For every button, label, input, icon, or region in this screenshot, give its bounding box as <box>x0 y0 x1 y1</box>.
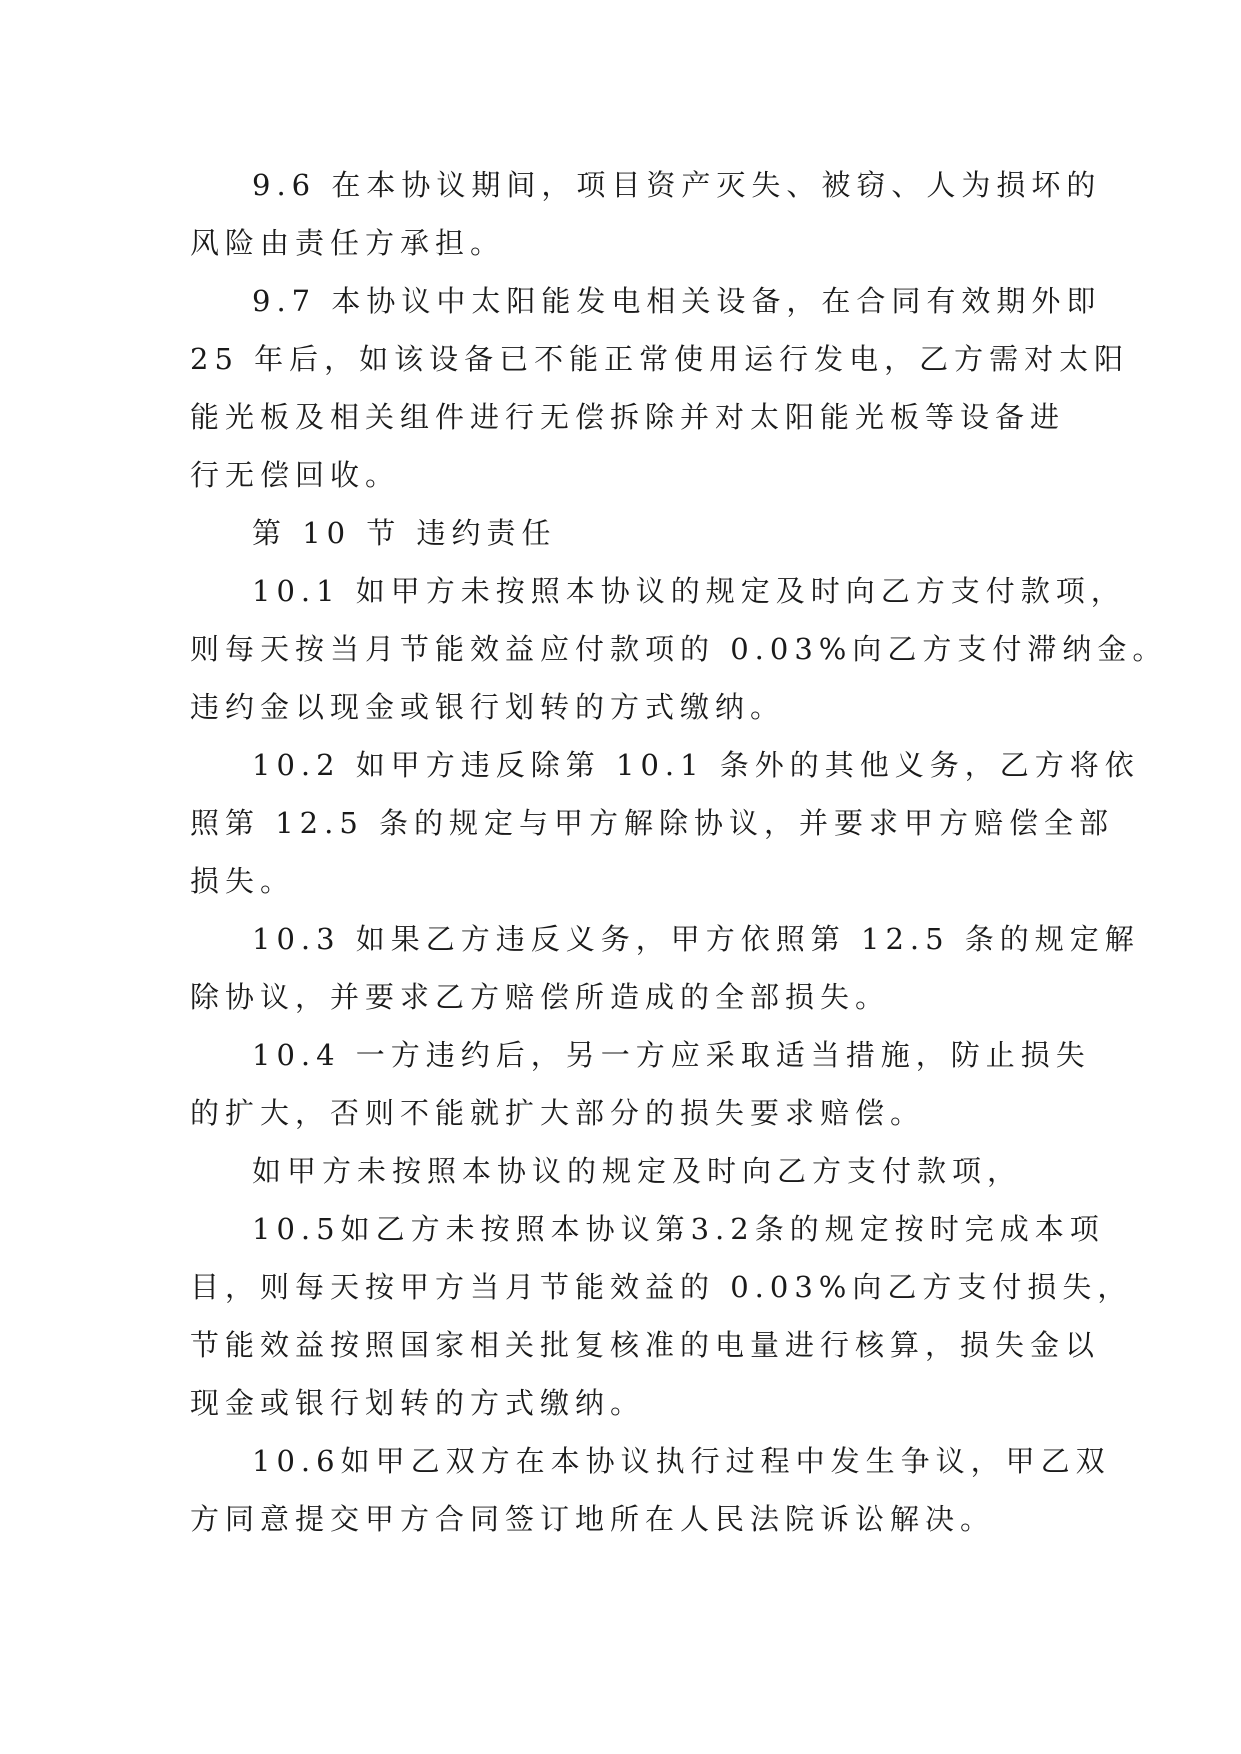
section-heading: 第 10 节 违约责任 <box>252 516 557 550</box>
text-line: 除协议，并要求乙方赔偿所造成的全部损失。 <box>190 980 891 1014</box>
text-line: 照第 12.5 条的规定与甲方解除协议，并要求甲方赔偿全部 <box>190 806 1115 840</box>
text-line: 25 年后，如该设备已不能正常使用运行发电，乙方需对太阳 <box>190 342 1130 376</box>
document-page <box>190 156 1168 1548</box>
text-line: 现金或银行划转的方式缴纳。 <box>190 1386 646 1420</box>
text-line: 则每天按当月节能效益应付款项的 0.03%向乙方支付滞纳金。 <box>190 632 1168 666</box>
text-line: 10.3 如果乙方违反义务，甲方依照第 12.5 条的规定解 <box>252 922 1140 956</box>
text-line: 行无偿回收。 <box>190 458 401 492</box>
text-line: 10.5如乙方未按照本协议第3.2条的规定按时完成本项 <box>252 1212 1105 1246</box>
text-line: 违约金以现金或银行划转的方式缴纳。 <box>190 690 786 724</box>
text-line: 10.6如甲乙双方在本协议执行过程中发生争议，甲乙双 <box>252 1444 1111 1478</box>
text-line: 的扩大，否则不能就扩大部分的损失要求赔偿。 <box>190 1096 926 1130</box>
text-line: 损失。 <box>190 864 296 898</box>
text-line: 方同意提交甲方合同签订地所在人民法院诉讼解决。 <box>190 1502 996 1536</box>
text-line: 9.6 在本协议期间，项目资产灭失、被窃、人为损坏的 <box>252 168 1102 202</box>
text-line: 目，则每天按甲方当月节能效益的 0.03%向乙方支付损失， <box>190 1270 1133 1304</box>
text-line: 节能效益按照国家相关批复核准的电量进行核算，损失金以 <box>190 1328 1101 1362</box>
text-line: 如甲方未按照本协议的规定及时向乙方支付款项， <box>252 1154 1023 1188</box>
text-line: 9.7 本协议中太阳能发电相关设备，在合同有效期外即 <box>252 284 1102 318</box>
text-line: 10.2 如甲方违反除第 10.1 条外的其他义务，乙方将依 <box>252 748 1140 782</box>
text-line: 能光板及相关组件进行无偿拆除并对太阳能光板等设备进 <box>190 400 1066 434</box>
text-line: 10.1 如甲方未按照本协议的规定及时向乙方支付款项， <box>252 574 1126 608</box>
text-line: 风险由责任方承担。 <box>190 226 506 260</box>
text-line: 10.4 一方违约后，另一方应采取适当措施，防止损失 <box>252 1038 1091 1072</box>
